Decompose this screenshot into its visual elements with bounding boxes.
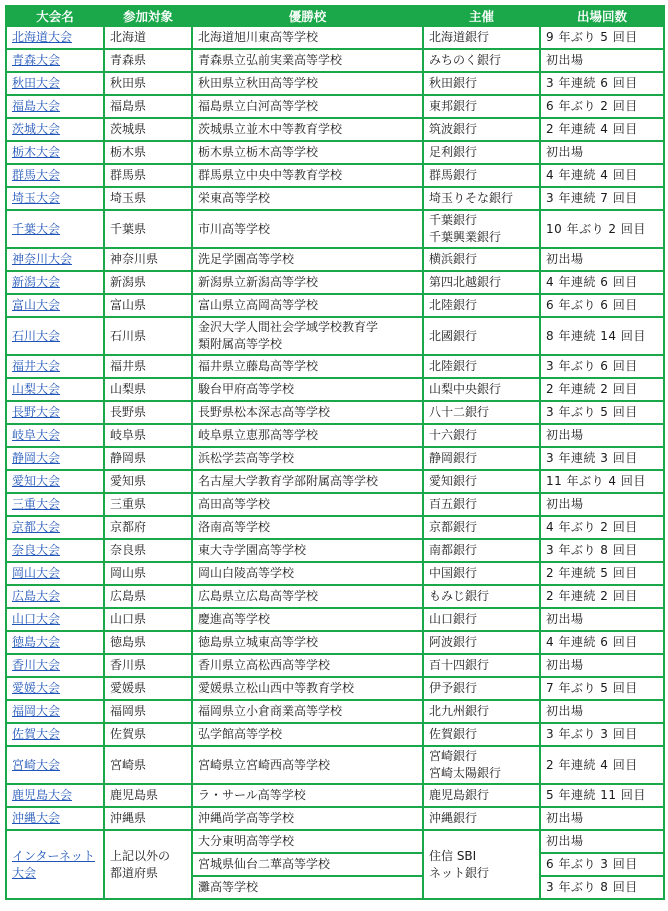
- count-cell: 3 年ぶり 5 回目: [540, 401, 664, 424]
- table-row-internet: [6, 830, 664, 853]
- table-row: [6, 187, 664, 210]
- tournament-name-cell: [6, 784, 104, 807]
- host-cell: 十六銀行: [423, 424, 540, 447]
- table-row: [6, 141, 664, 164]
- winner-cell: 岡山白陵高等学校: [192, 562, 423, 585]
- host-cell: 中国銀行: [423, 562, 540, 585]
- host-cell: 秋田銀行: [423, 72, 540, 95]
- table-row: [6, 294, 664, 317]
- target-cell: 京都府: [104, 516, 192, 539]
- target-cell: 埼玉県: [104, 187, 192, 210]
- table-row: [6, 118, 664, 141]
- count-cell: 初出場: [540, 49, 664, 72]
- target-cell: 栃木県: [104, 141, 192, 164]
- winner-cell: 名古屋大学教育学部附属高等学校: [192, 470, 423, 493]
- count-cell: 初出場: [540, 608, 664, 631]
- host-cell: 京都銀行: [423, 516, 540, 539]
- winner-cell: 徳島県立城東高等学校: [192, 631, 423, 654]
- tournament-name-cell: [6, 654, 104, 677]
- table-row: [6, 470, 664, 493]
- table-row: [6, 807, 664, 830]
- count-cell: 4 年連続 6 回目: [540, 271, 664, 294]
- winner-cell: 宮城県仙台二華高等学校: [192, 853, 423, 876]
- tournament-link[interactable]: 鹿児島大会: [12, 788, 73, 802]
- target-cell: 岐阜県: [104, 424, 192, 447]
- host-cell: 住信 SBI ネット銀行: [423, 830, 540, 899]
- target-cell: 宮崎県: [104, 746, 192, 784]
- tournament-link[interactable]: 秋田大会: [12, 76, 61, 90]
- tournament-link[interactable]: 福島大会: [12, 99, 61, 113]
- table-row: [6, 95, 664, 118]
- table-row: [6, 401, 664, 424]
- target-cell: 徳島県: [104, 631, 192, 654]
- tournament-link[interactable]: 香川大会: [12, 658, 61, 672]
- tournament-link[interactable]: 長野大会: [12, 405, 61, 419]
- winner-cell: 北海道旭川東高等学校: [192, 26, 423, 49]
- tournament-link[interactable]: 北海道大会: [12, 30, 73, 44]
- tournament-name-cell: [6, 447, 104, 470]
- tournament-link[interactable]: 愛知大会: [12, 474, 61, 488]
- count-cell: 9 年ぶり 5 回目: [540, 26, 664, 49]
- target-cell: 山口県: [104, 608, 192, 631]
- host-cell: 鹿児島銀行: [423, 784, 540, 807]
- host-cell: 足利銀行: [423, 141, 540, 164]
- tournament-link[interactable]: 栃木大会: [12, 145, 61, 159]
- host-cell: 伊予銀行: [423, 677, 540, 700]
- tournament-name-cell: [6, 248, 104, 271]
- winner-cell: 新潟県立新潟高等学校: [192, 271, 423, 294]
- tournament-name-cell: [6, 95, 104, 118]
- winner-cell: ラ・サール高等学校: [192, 784, 423, 807]
- table-row: [6, 447, 664, 470]
- count-cell: 初出場: [540, 248, 664, 271]
- tournament-name-cell: [6, 631, 104, 654]
- count-cell: 4 年連続 6 回目: [540, 631, 664, 654]
- count-cell: 5 年連続 11 回目: [540, 784, 664, 807]
- table-row: [6, 493, 664, 516]
- count-cell: 3 年連続 7 回目: [540, 187, 664, 210]
- winner-cell: 福島県立白河高等学校: [192, 95, 423, 118]
- tournament-name-cell: [6, 608, 104, 631]
- host-cell: 佐賀銀行: [423, 723, 540, 746]
- count-cell: 6 年ぶり 2 回目: [540, 95, 664, 118]
- winner-cell: 金沢大学人間社会学域学校教育学 類附属高等学校: [192, 317, 423, 355]
- target-cell: 青森県: [104, 49, 192, 72]
- count-cell: 10 年ぶり 2 回目: [540, 210, 664, 248]
- target-cell: 静岡県: [104, 447, 192, 470]
- count-cell: 3 年ぶり 3 回目: [540, 723, 664, 746]
- winner-cell: 大分東明高等学校: [192, 830, 423, 853]
- target-cell: 岡山県: [104, 562, 192, 585]
- count-cell: 初出場: [540, 424, 664, 447]
- table-row: [6, 49, 664, 72]
- target-cell: 佐賀県: [104, 723, 192, 746]
- count-cell: 4 年連続 4 回目: [540, 164, 664, 187]
- host-cell: 東邦銀行: [423, 95, 540, 118]
- winner-cell: 福岡県立小倉商業高等学校: [192, 700, 423, 723]
- count-cell: 7 年ぶり 5 回目: [540, 677, 664, 700]
- table-row: [6, 248, 664, 271]
- tournament-link[interactable]: 埼玉大会: [12, 191, 61, 205]
- winner-cell: 宮崎県立宮崎西高等学校: [192, 746, 423, 784]
- target-cell: 広島県: [104, 585, 192, 608]
- count-cell: 11 年ぶり 4 回目: [540, 470, 664, 493]
- winner-cell: 栄東高等学校: [192, 187, 423, 210]
- count-cell: 3 年連続 3 回目: [540, 447, 664, 470]
- target-cell: 北海道: [104, 26, 192, 49]
- winner-cell: 広島県立広島高等学校: [192, 585, 423, 608]
- tournament-link[interactable]: 神奈川大会: [12, 252, 73, 266]
- target-cell: 福井県: [104, 355, 192, 378]
- target-cell: 富山県: [104, 294, 192, 317]
- count-cell: 6 年ぶり 6 回目: [540, 294, 664, 317]
- tournament-link[interactable]: 静岡大会: [12, 451, 61, 465]
- tournament-link[interactable]: 千葉大会: [12, 221, 61, 236]
- winner-cell: 秋田県立秋田高等学校: [192, 72, 423, 95]
- header-tournament: 大会名: [6, 6, 104, 26]
- winner-cell: 香川県立高松西高等学校: [192, 654, 423, 677]
- table-row: [6, 539, 664, 562]
- host-cell: 百五銀行: [423, 493, 540, 516]
- tournament-name-cell: [6, 562, 104, 585]
- host-cell: みちのく銀行: [423, 49, 540, 72]
- tournament-link[interactable]: 宮崎大会: [12, 757, 61, 772]
- table-row: [6, 210, 664, 248]
- tournament-link[interactable]: 山口大会: [12, 612, 61, 626]
- host-cell: 北海道銀行: [423, 26, 540, 49]
- table-row: [6, 700, 664, 723]
- tournament-link[interactable]: 富山大会: [12, 298, 61, 312]
- table-row: [6, 585, 664, 608]
- winner-cell: 慶進高等学校: [192, 608, 423, 631]
- tournament-name-cell: [6, 585, 104, 608]
- host-cell: 山梨中央銀行: [423, 378, 540, 401]
- winner-cell: 愛媛県立松山西中等教育学校: [192, 677, 423, 700]
- table-row: [6, 317, 664, 355]
- target-cell: 群馬県: [104, 164, 192, 187]
- target-cell: 福島県: [104, 95, 192, 118]
- winner-cell: 駿台甲府高等学校: [192, 378, 423, 401]
- target-cell: 茨城県: [104, 118, 192, 141]
- tournament-name-cell: [6, 118, 104, 141]
- host-cell: 筑波銀行: [423, 118, 540, 141]
- count-cell: 初出場: [540, 654, 664, 677]
- count-cell: 2 年連続 5 回目: [540, 562, 664, 585]
- host-cell: もみじ銀行: [423, 585, 540, 608]
- target-cell: 沖縄県: [104, 807, 192, 830]
- host-cell: 群馬銀行: [423, 164, 540, 187]
- count-cell: 初出場: [540, 807, 664, 830]
- target-cell: 上記以外の 都道府県: [104, 830, 192, 899]
- host-cell: 北九州銀行: [423, 700, 540, 723]
- tournament-link[interactable]: 群馬大会: [12, 168, 61, 182]
- tournament-name-cell: [6, 72, 104, 95]
- tournament-link[interactable]: 徳島大会: [12, 635, 61, 649]
- table-row: [6, 355, 664, 378]
- target-cell: 秋田県: [104, 72, 192, 95]
- winner-cell: 群馬県立中央中等教育学校: [192, 164, 423, 187]
- winner-cell: 青森県立弘前実業高等学校: [192, 49, 423, 72]
- host-cell: 沖縄銀行: [423, 807, 540, 830]
- table-header-row: [6, 6, 664, 26]
- tournament-link[interactable]: 奈良大会: [12, 543, 61, 557]
- table-row: [6, 784, 664, 807]
- host-cell: 千葉銀行 千葉興業銀行: [423, 210, 540, 248]
- winner-cell: 長野県松本深志高等学校: [192, 401, 423, 424]
- tournament-name-cell: [6, 378, 104, 401]
- table-row: [6, 608, 664, 631]
- table-row: [6, 164, 664, 187]
- winner-cell: 沖縄尚学高等学校: [192, 807, 423, 830]
- tournament-link[interactable]: 岡山大会: [12, 566, 61, 580]
- winner-cell: 岐阜県立恵那高等学校: [192, 424, 423, 447]
- target-cell: 千葉県: [104, 210, 192, 248]
- table-row: [6, 271, 664, 294]
- target-cell: 奈良県: [104, 539, 192, 562]
- target-cell: 神奈川県: [104, 248, 192, 271]
- count-cell: 2 年連続 4 回目: [540, 118, 664, 141]
- tournament-name-cell: [6, 470, 104, 493]
- winner-cell: 洛南高等学校: [192, 516, 423, 539]
- tournament-name-cell: [6, 401, 104, 424]
- count-cell: 初出場: [540, 141, 664, 164]
- host-cell: 南都銀行: [423, 539, 540, 562]
- winner-cell: 東大寺学園高等学校: [192, 539, 423, 562]
- host-cell: 静岡銀行: [423, 447, 540, 470]
- table-row: [6, 26, 664, 49]
- table-row: [6, 677, 664, 700]
- target-cell: 愛知県: [104, 470, 192, 493]
- host-cell: 北陸銀行: [423, 355, 540, 378]
- table-row: [6, 562, 664, 585]
- table-row: [6, 516, 664, 539]
- tournament-name-cell: [6, 700, 104, 723]
- tournament-name-cell: [6, 317, 104, 355]
- table-row: [6, 723, 664, 746]
- tournament-name-cell: [6, 830, 104, 899]
- target-cell: 石川県: [104, 317, 192, 355]
- tournament-link[interactable]: 山梨大会: [12, 382, 61, 396]
- tournament-name-cell: [6, 141, 104, 164]
- tournament-name-cell: [6, 49, 104, 72]
- host-cell: 阿波銀行: [423, 631, 540, 654]
- tournament-link[interactable]: 新潟大会: [12, 275, 61, 289]
- tournament-link[interactable]: インターネット 大会: [12, 848, 95, 880]
- target-cell: 新潟県: [104, 271, 192, 294]
- winner-cell: 高田高等学校: [192, 493, 423, 516]
- target-cell: 香川県: [104, 654, 192, 677]
- count-cell: 8 年連続 14 回目: [540, 317, 664, 355]
- table-row: [6, 378, 664, 401]
- tournament-name-cell: [6, 516, 104, 539]
- winner-cell: 浜松学芸高等学校: [192, 447, 423, 470]
- tournament-link[interactable]: 佐賀大会: [12, 727, 61, 741]
- tournament-name-cell: [6, 210, 104, 248]
- count-cell: 2 年連続 2 回目: [540, 585, 664, 608]
- count-cell: 初出場: [540, 493, 664, 516]
- tournament-name-cell: [6, 271, 104, 294]
- host-cell: 愛知銀行: [423, 470, 540, 493]
- header-host: 主催: [423, 6, 540, 26]
- tournament-link[interactable]: 広島大会: [12, 589, 61, 603]
- header-target: 参加対象: [104, 6, 192, 26]
- count-cell: 3 年ぶり 8 回目: [540, 539, 664, 562]
- tournament-link[interactable]: 福井大会: [12, 359, 61, 373]
- tournament-link[interactable]: 福岡大会: [12, 704, 61, 718]
- tournament-link[interactable]: 沖縄大会: [12, 811, 61, 825]
- tournament-name-cell: [6, 493, 104, 516]
- target-cell: 福岡県: [104, 700, 192, 723]
- winner-cell: 市川高等学校: [192, 210, 423, 248]
- host-cell: 山口銀行: [423, 608, 540, 631]
- count-cell: 6 年ぶり 3 回目: [540, 853, 664, 876]
- host-cell: 百十四銀行: [423, 654, 540, 677]
- count-cell: 3 年ぶり 6 回目: [540, 355, 664, 378]
- tournament-name-cell: [6, 294, 104, 317]
- tournament-name-cell: [6, 807, 104, 830]
- table-row: [6, 631, 664, 654]
- tournament-name-cell: [6, 746, 104, 784]
- target-cell: 長野県: [104, 401, 192, 424]
- table-row: [6, 746, 664, 784]
- host-cell: 埼玉りそな銀行: [423, 187, 540, 210]
- table-row: [6, 424, 664, 447]
- tournament-link[interactable]: 愛媛大会: [12, 681, 61, 695]
- tournament-link[interactable]: 茨城大会: [12, 122, 61, 136]
- tournament-results-table: [5, 5, 665, 900]
- winner-cell: 洗足学園高等学校: [192, 248, 423, 271]
- tournament-name-cell: [6, 539, 104, 562]
- count-cell: 3 年連続 6 回目: [540, 72, 664, 95]
- tournament-name-cell: [6, 187, 104, 210]
- target-cell: 三重県: [104, 493, 192, 516]
- host-cell: 第四北越銀行: [423, 271, 540, 294]
- tournament-name-cell: [6, 164, 104, 187]
- winner-cell: 弘学館高等学校: [192, 723, 423, 746]
- count-cell: 2 年連続 4 回目: [540, 746, 664, 784]
- tournament-name-cell: [6, 424, 104, 447]
- tournament-link[interactable]: 三重大会: [12, 497, 61, 511]
- header-winner: 優勝校: [192, 6, 423, 26]
- host-cell: 八十二銀行: [423, 401, 540, 424]
- target-cell: 鹿児島県: [104, 784, 192, 807]
- host-cell: 宮崎銀行 宮崎太陽銀行: [423, 746, 540, 784]
- tournament-name-cell: [6, 723, 104, 746]
- winner-cell: 富山県立高岡高等学校: [192, 294, 423, 317]
- target-cell: 愛媛県: [104, 677, 192, 700]
- count-cell: 3 年ぶり 8 回目: [540, 876, 664, 899]
- tournament-name-cell: [6, 26, 104, 49]
- count-cell: 初出場: [540, 830, 664, 853]
- tournament-name-cell: [6, 355, 104, 378]
- count-cell: 2 年連続 2 回目: [540, 378, 664, 401]
- host-cell: 北國銀行: [423, 317, 540, 355]
- table-row: [6, 654, 664, 677]
- target-cell: 山梨県: [104, 378, 192, 401]
- tournament-link[interactable]: 石川大会: [12, 328, 61, 343]
- count-cell: 初出場: [540, 700, 664, 723]
- host-cell: 北陸銀行: [423, 294, 540, 317]
- count-cell: 4 年ぶり 2 回目: [540, 516, 664, 539]
- tournament-link[interactable]: 京都大会: [12, 520, 61, 534]
- winner-cell: 栃木県立栃木高等学校: [192, 141, 423, 164]
- winner-cell: 灘高等学校: [192, 876, 423, 899]
- table-row: [6, 72, 664, 95]
- host-cell: 横浜銀行: [423, 248, 540, 271]
- winner-cell: 茨城県立並木中等教育学校: [192, 118, 423, 141]
- header-count: 出場回数: [540, 6, 664, 26]
- tournament-name-cell: [6, 677, 104, 700]
- tournament-link[interactable]: 青森大会: [12, 53, 61, 67]
- winner-cell: 福井県立藤島高等学校: [192, 355, 423, 378]
- tournament-link[interactable]: 岐阜大会: [12, 428, 61, 442]
